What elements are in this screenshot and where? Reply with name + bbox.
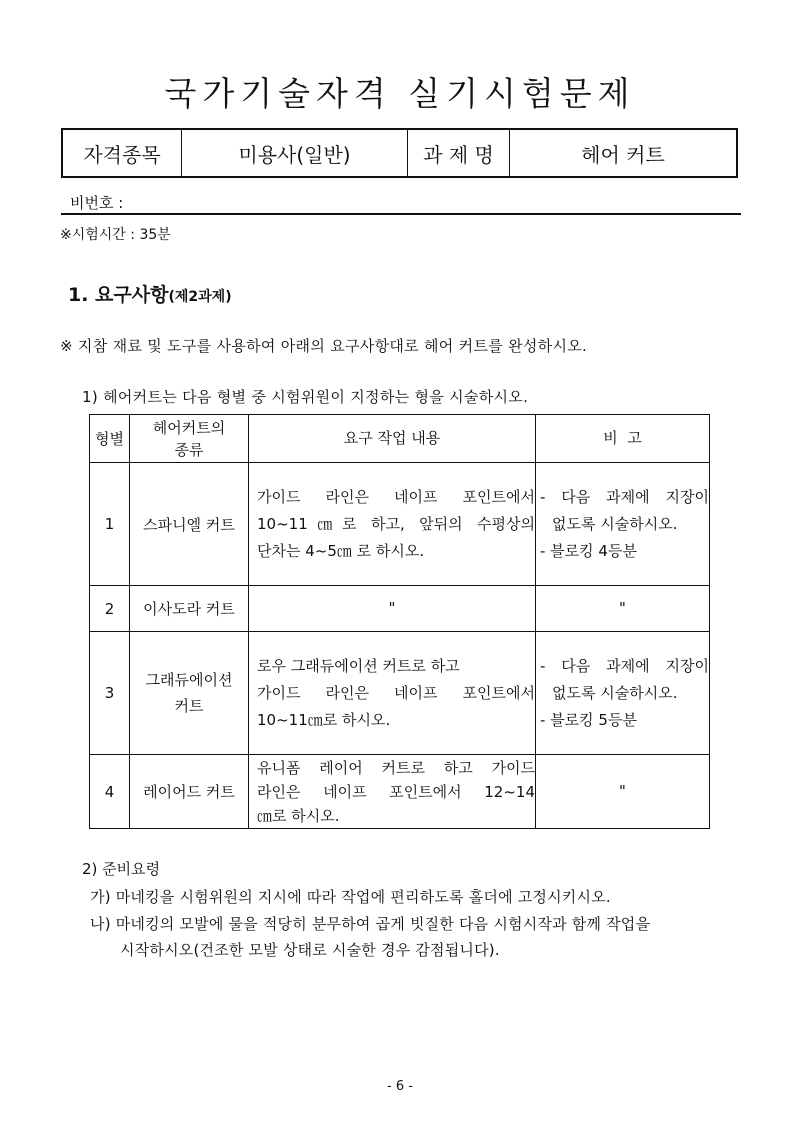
document-title: 국가기술자격 실기시험문제 — [164, 74, 636, 113]
row-number: 3 — [90, 632, 130, 755]
row-number: 4 — [90, 755, 130, 829]
row-note-line: 없도록 시술하시오. — [552, 683, 678, 702]
row-number: 2 — [90, 586, 130, 632]
row-content — [249, 463, 536, 586]
prep-item-na-line2: 시작하시오(건조한 모발 상태로 시술한 경우 감점됩니다). — [120, 941, 500, 959]
row-note-line: 없도록 시술하시오. — [552, 514, 678, 533]
col-header-kind-line2: 종류 — [174, 440, 204, 459]
row-content-line: 라인은 네이프 포인트에서 12~14 — [257, 782, 535, 801]
section-heading-subtitle: (제2과제) — [168, 289, 232, 305]
col-header-content: 요구 작업 내용 — [249, 415, 536, 463]
exam-header-table — [61, 128, 738, 178]
row-note — [536, 463, 710, 586]
row-content-line: 10~11㎝로 하고, 앞뒤의 수평상의 — [257, 514, 535, 533]
col-header-note: 비 고 — [536, 415, 710, 463]
page-number: - 6 - — [387, 1079, 413, 1094]
table-row — [90, 632, 710, 755]
table-row — [90, 463, 710, 586]
row-note-line: - 다음 과제에 지장이 — [540, 656, 709, 675]
row-note: " — [536, 755, 710, 829]
table-row — [90, 586, 710, 632]
row-content-line: 로우 그래듀에이션 커트로 하고 — [257, 656, 460, 675]
row-kind: 레이어드 커트 — [130, 755, 249, 829]
general-notice: ※ 지참 재료 및 도구를 사용하여 아래의 요구사항대로 헤어 커트를 완성하시오. — [60, 337, 588, 355]
haircut-task-table — [89, 414, 710, 829]
candidate-id-underline — [61, 213, 741, 215]
row-content — [249, 632, 536, 755]
row-content-line: 가이드 라인은 네이프 포인트에서 — [257, 683, 535, 702]
row-note: " — [536, 586, 710, 632]
row-content-line: ㎝로 하시오. — [257, 806, 340, 825]
row-content-line: 10~11㎝로 하시오. — [257, 710, 391, 729]
row-kind: 스파니엘 커트 — [130, 463, 249, 586]
prep-item-na-line1: 나) 마네킹의 모발에 물을 적당히 분무하여 곱게 빗질한 다음 시험시작과 함께 작업을 — [90, 915, 651, 933]
section-heading-title: 1. 요구사항 — [68, 284, 169, 306]
row-number: 1 — [90, 463, 130, 586]
prep-item-ga: 가) 마네킹을 시험위원의 지시에 따라 작업에 편리하도록 홀더에 고정시키시오. — [90, 888, 611, 906]
task-name-value: 헤어 커트 — [581, 142, 665, 167]
row-note-line: - 블로킹 4등분 — [540, 541, 637, 560]
row-note-line: - 블로킹 5등분 — [540, 710, 637, 729]
row-content: " — [249, 586, 536, 632]
candidate-id-label: 비번호 : — [70, 194, 124, 212]
row-content-line: 단차는 4~5㎝ 로 하시오. — [257, 541, 425, 560]
table-header-row — [90, 415, 710, 463]
row-note — [536, 632, 710, 755]
row-note-line: - 다음 과제에 지장이 — [540, 487, 709, 506]
row-content-line: 가이드 라인은 네이프 포인트에서 — [257, 487, 535, 506]
row-content — [249, 755, 536, 829]
table-row — [90, 755, 710, 829]
section-heading — [68, 280, 232, 307]
task-name-label: 과 제 명 — [408, 130, 510, 176]
prep-heading: 2) 준비요령 — [82, 860, 161, 878]
col-header-kind-line1: 헤어커트의 — [152, 418, 226, 437]
time-limit: ※시험시간 : 35분 — [60, 227, 171, 243]
row-kind: 이사도라 커트 — [130, 586, 249, 632]
row-content-line: 유니폼 레이어 커트로 하고 가이드 — [257, 758, 535, 777]
instruction-item-1: 1) 헤어커트는 다음 형별 중 시험위원이 지정하는 형을 시술하시오. — [82, 388, 529, 406]
row-kind-text: 그래듀에이션 커트 — [145, 671, 233, 715]
col-header-kind — [130, 415, 249, 463]
qualification-value: 미용사(일반) — [182, 130, 408, 176]
col-header-type: 형별 — [90, 415, 130, 463]
qualification-label: 자격종목 — [63, 130, 182, 176]
row-kind — [130, 632, 249, 755]
